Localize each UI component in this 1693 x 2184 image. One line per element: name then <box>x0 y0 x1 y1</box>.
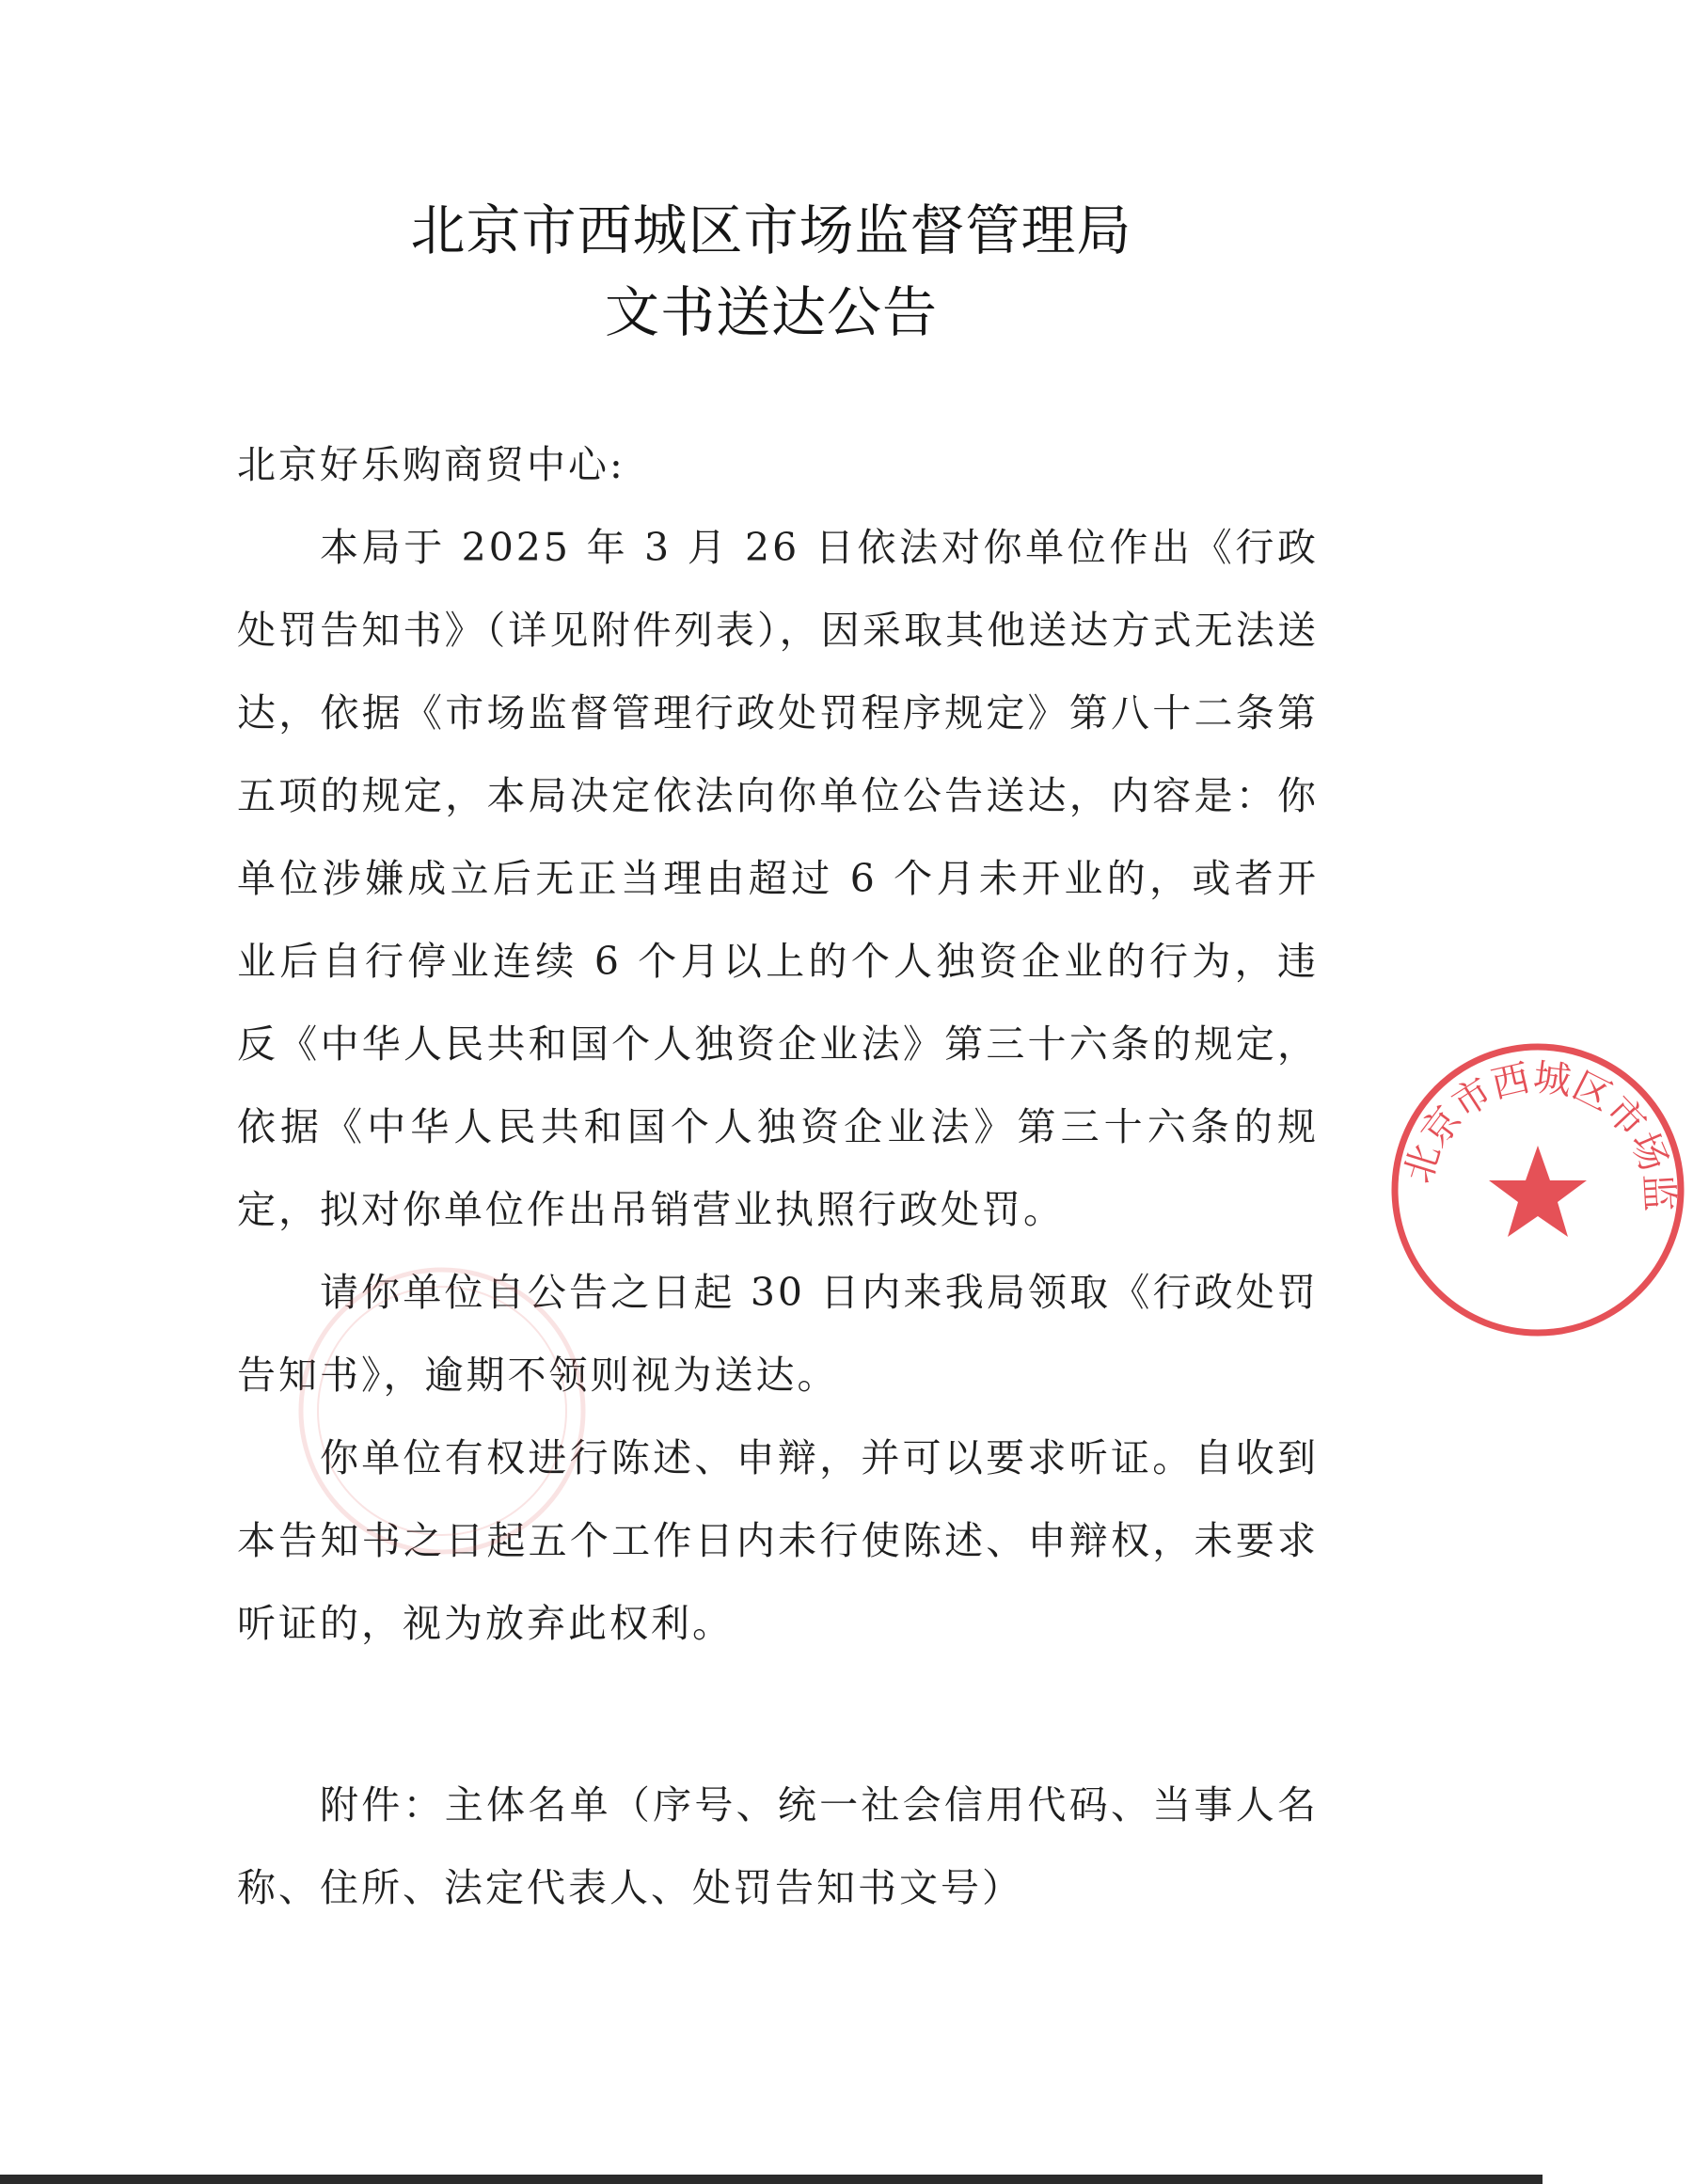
attachment-note: 附件：主体名单（序号、统一社会信用代码、当事人名称、住所、法定代表人、处罚告知书文号） <box>237 1782 1319 1910</box>
document-subtitle: 文书送达公告 <box>604 280 938 344</box>
scan-edge-band <box>0 2175 1543 2184</box>
official-seal <box>1383 1035 1693 1345</box>
seal-text: 北京市西城区市场监 <box>1396 1055 1681 1213</box>
seal-star-icon <box>1489 1146 1587 1237</box>
faint-seal-impression <box>282 1251 602 1571</box>
recipient-line: 北京好乐购商贸中心: <box>237 442 625 487</box>
notice-paragraph-1: 本局于 2025 年 3 月 26 日依法对你单位作出《行政处罚告知书》（详见附件列表），因采取其他送达方式无法送达，依据《市场监督管理行政处罚程序规定》第八十二条第五项的规定，本局决定依法向你单位公告送达，内容是：你单位涉嫌成立后无正当理由超过 6 个月未开业的，或者开业后自行停业连续 6 个月以上的个人独资企业的行为，违反《中华人民共和国个人独资企业法》第三十六条的规定，依据《中华人民共和国个人独资企业法》第三十六条的规定，拟对你单位作出吊销营业执照行政处罚。 <box>237 525 1319 1232</box>
document-title: 北京市西城区市场监督管理局 <box>410 198 1132 262</box>
faint-seal-graphic <box>282 1251 602 1571</box>
spacer <box>237 1665 1319 1764</box>
notice-body <box>237 423 1319 1929</box>
notice-paragraph-2: 请你单位自公告之日起 30 日内来我局领取《行政处罚告知书》，逾期不领则视为送达。 <box>237 1270 1319 1398</box>
seal-graphic <box>1383 1035 1693 1345</box>
notice-paragraph-3: 你单位有权进行陈述、申辩，并可以要求听证。自收到本告知书之日起五个工作日内未行使陈述、申辩权，未要求听证的，视为放弃此权利。 <box>237 1435 1319 1646</box>
